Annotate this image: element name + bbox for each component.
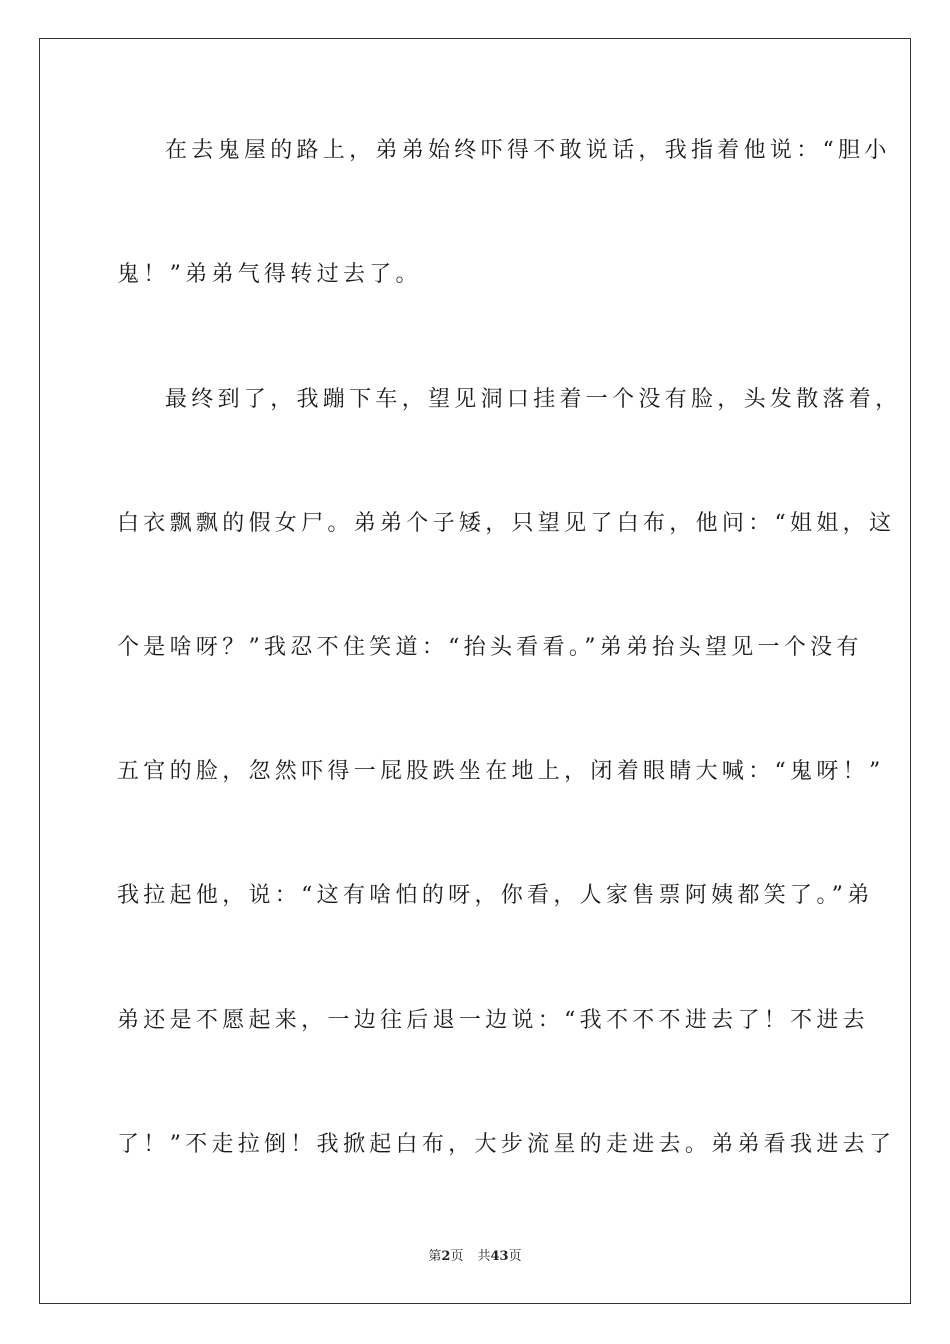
page-suffix: 页 — [450, 1249, 464, 1264]
text-line-6: 五官的脸，忽然吓得一屁股跌坐在地上，闭着眼睛大喊：“鬼呀！” — [117, 759, 885, 784]
page-number: 2 — [441, 1249, 451, 1264]
text-line-7: 我拉起他，说：“这有啥怕的呀，你看，人家售票阿姨都笑了。”弟 — [117, 883, 874, 908]
total-pages: 43 — [490, 1249, 509, 1264]
text-line-4: 白衣飘飘的假女尸。弟弟个子矮，只望见了白布，他问：“姐姐，这 — [117, 511, 896, 536]
page-prefix: 第 — [428, 1249, 442, 1264]
page-footer — [0, 1248, 950, 1266]
text-line-2: 鬼！”弟弟气得转过去了。 — [117, 262, 422, 287]
page-border — [39, 38, 911, 1304]
text-line-3: 最终到了，我蹦下车，望见洞口挂着一个没有脸，头发散落着， — [165, 387, 902, 412]
total-prefix: 共 — [477, 1249, 491, 1264]
total-suffix: 页 — [508, 1249, 522, 1264]
text-line-9: 了！”不走拉倒！我掀起白布，大步流星的走进去。弟弟看我进去了 — [117, 1132, 896, 1157]
text-line-1: 在去鬼屋的路上，弟弟始终吓得不敢说话，我指着他说：“胆小 — [165, 138, 891, 163]
text-line-5: 个是啥呀？”我忍不住笑道：“抬头看看。”弟弟抬头望见一个没有 — [117, 635, 863, 660]
text-line-8: 弟还是不愿起来，一边往后退一边说：“我不不不进去了！不进去 — [117, 1008, 869, 1033]
